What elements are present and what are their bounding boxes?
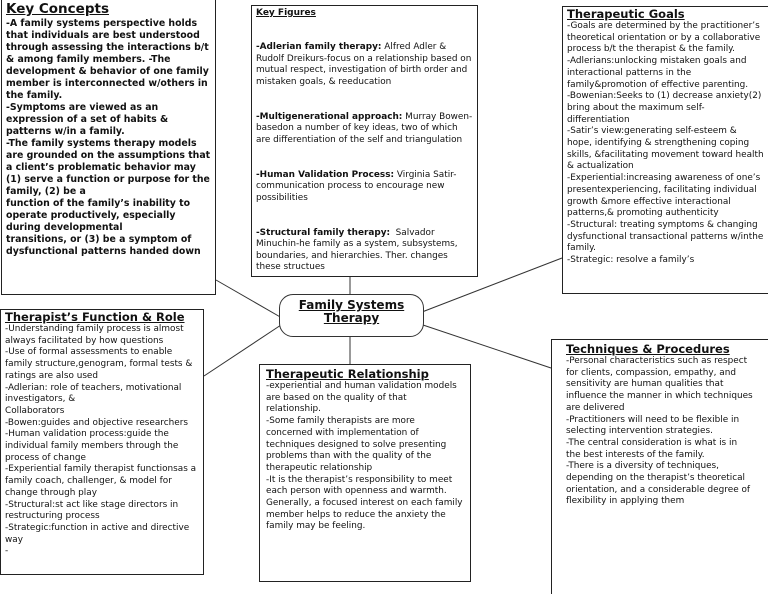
key-figure-item: -Multigenerational approach: Murray Bowen-basedon a number of key ideas, two of which are differentiation of the self and triangulation xyxy=(256,111,473,145)
key-figure-item: -Structural family therapy: Salvador Minuchin-he family as a system, subsystems, boundaries, and hierarchies. Ther. changes these structues xyxy=(256,227,461,273)
therapeutic-relationship-title: Therapeutic Relationship xyxy=(266,367,429,381)
connector-key-concepts xyxy=(216,280,282,318)
therapeutic-relationship-body: -experiential and human validation models are based on the quality of that relationship. -Some family therapists are more concerned with implementation of techniques designed to solve presenting problems than with the quality of the therapeutic relationship -It is the therapist’s responsibility to meet each person with openness and warmth. Generally, a focused interest on each family member helps to reduce the anxiety the family may be feeling. xyxy=(266,381,463,532)
connector-techniques xyxy=(423,325,551,368)
therapist-role-title: Therapist’s Function & Role xyxy=(5,310,185,324)
key-concepts-box xyxy=(1,0,216,295)
therapist-role-body: -Understanding family process is almost always facilitated by how questions -Use of formal assessments to enable family structure,genogram, formal tests & ratings are also used -Adlerian: role of teachers, motivational investigators, & Collaborators -Bowen:guides and objective researchers -Human validation process:guide the individual family members through the process of change -Experiential family therapist functionsas a family coach, challenger, & model for change through play -Structural:st act like stage directors in restructuring process -Strategic:function in active and directive way - xyxy=(5,324,197,557)
therapeutic-goals-box xyxy=(562,6,768,294)
key-figure-item: -Adlerian family therapy: Alfred Adler & Rudolf Dreikurs-focus on a relationship based on mutual respect, investigation of birth order and mistaken goals, & reeducation xyxy=(256,42,475,87)
key-figure-item: -Human Validation Process: Virginia Satir-communication process to encourage new possibilities xyxy=(256,169,457,203)
key-concepts-body: -A family systems perspective holds that individuals are best understood through assessing the interactions b/t & among family members. -The development & behavior of one family member is interconnected w/others in the family. -Symptoms are viewed as an expression of a set of habits & patterns w/in a family. -The family systems therapy models are grounded on the assumptions that a client’s problematic behavior may (1) serve a function or purpose for the family, (2) be a function of the family’s inability to operate productively, especially during developmental transitions, or (3) be a symptom of dysfunctional patterns handed down xyxy=(6,18,211,257)
therapist-role-box xyxy=(0,309,204,575)
techniques-box xyxy=(551,339,768,594)
techniques-body: -Personal characteristics such as respect for clients, compassion, empathy, and sensitivity are human qualities that influence the manner in which techniques are delivered -Practitioners will need to be flexible in selecting intervention strategies. -The central consideration is what is in the best interests of the family. -There is a diversity of techniques, depending on the therapist’s theoretical orientation, and a considerable degree of flexibility in applying them xyxy=(566,356,753,507)
therapeutic-goals-body: -Goals are determined by the practitioner’s theoretical orientation or by a collaborative process b/t the therapist & the family. -Adlerians:unlocking mistaken goals and interactional patterns in the family&promotion of effective parenting. -Bowenian:Seeks to (1) decrease anxiety(2) bring about the maximum self-differentiation -Satir’s view:generating self-esteem & hope, identifying & strengthening coping skills, &facilitating movement toward health & actualization -Experiential:increasing awareness of one’s presentexperiencing, facilitating individual growth &more effective interactional patterns,& promoting authenticity -Structural: treating symptoms & changing dysfunctional transactional patterns w/inthe family. -Strategic: resolve a family’s xyxy=(567,21,764,266)
key-figures-title: Key Figures xyxy=(256,8,316,18)
therapeutic-goals-title: Therapeutic Goals xyxy=(567,7,685,21)
center-title: Family Systems Therapy xyxy=(298,298,405,325)
therapeutic-relationship-box xyxy=(259,364,471,582)
key-concepts-title: Key Concepts xyxy=(6,1,109,17)
key-figures-box xyxy=(251,5,478,277)
center-topic xyxy=(279,294,424,337)
techniques-title: Techniques & Procedures xyxy=(566,342,730,356)
key-figures-list xyxy=(256,19,473,277)
